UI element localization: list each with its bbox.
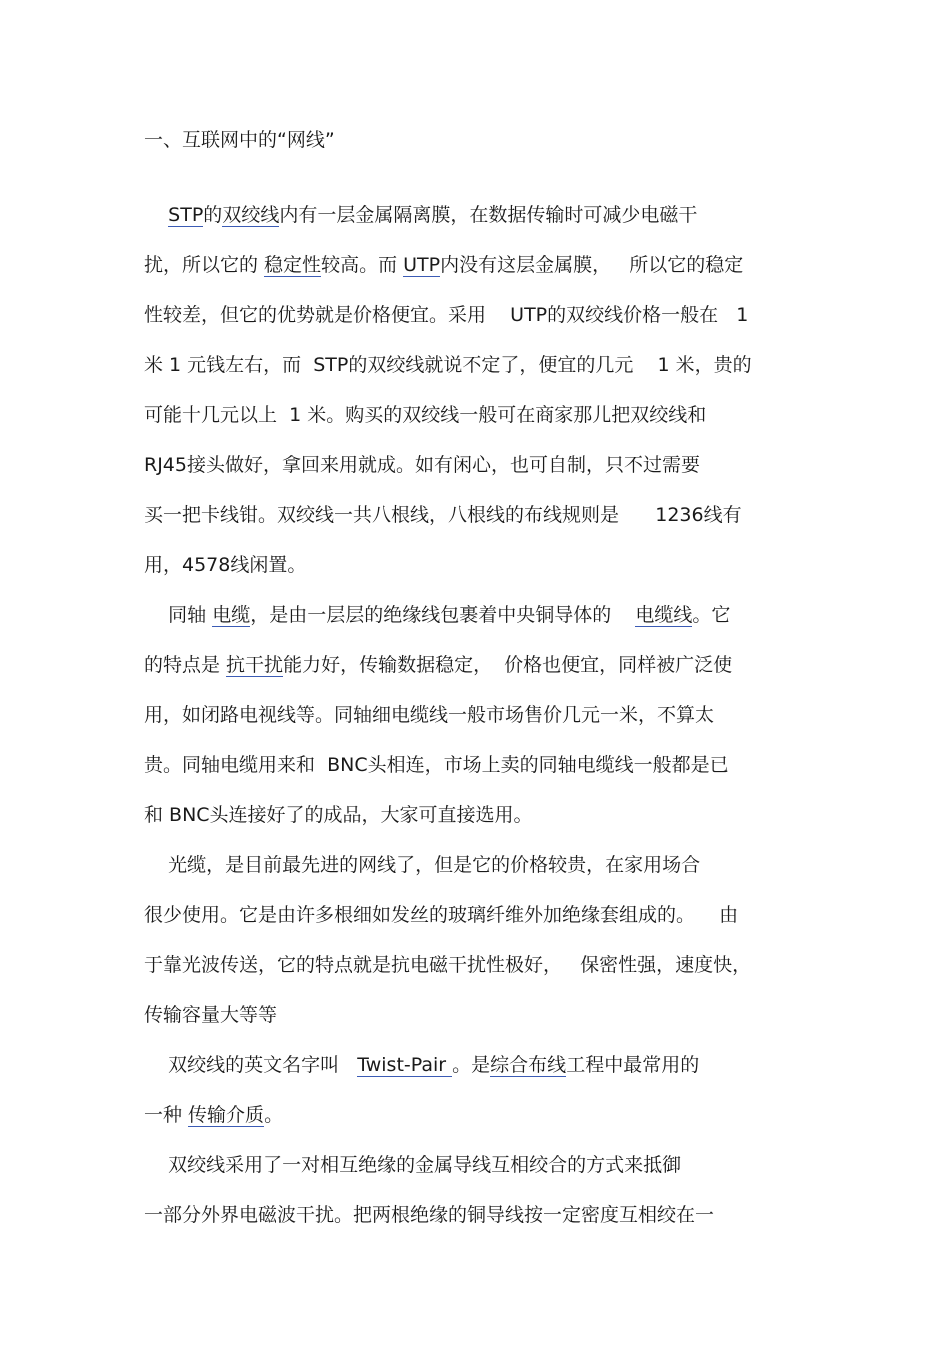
text-run: 的 [203, 204, 223, 226]
text-run: 传输容量大等等 [144, 1004, 278, 1026]
hyperlink[interactable]: 综合布线 [490, 1054, 567, 1076]
text-run: RJ45接头做好，拿回来用就成。如有闲心，也可自制，只不过需要 [144, 454, 700, 476]
text-run: 一部分外界电磁波干扰。把两根绝缘的铜导线按一定密度互相绞在一 [144, 1204, 715, 1226]
text-run: 用，如闭路电视线等。同轴细电缆线一般市场售价几元一米，不算太 [144, 704, 715, 726]
text-line [144, 653, 732, 677]
hyperlink[interactable]: 抗干扰 [226, 654, 284, 676]
hyperlink[interactable]: Twist-Pair [357, 1054, 453, 1076]
hyperlink[interactable]: 传输介质 [188, 1104, 265, 1126]
text-line [144, 253, 743, 277]
text-run: 。是 [452, 1054, 491, 1076]
text-line [144, 1103, 283, 1127]
hyperlink[interactable]: 双绞线 [222, 204, 280, 226]
text-line [144, 1153, 681, 1177]
text-run: 双绞线的英文名字叫 [144, 1054, 358, 1076]
text-run: 内有一层金属隔离膜，在数据传输时可减少电磁干 [279, 204, 698, 226]
section-heading: 一、互联网中的“网线” [144, 129, 335, 151]
text-run: 贵。同轴电缆用来和 BNC头相连，市场上卖的同轴电缆线一般都是已 [144, 754, 729, 776]
text-run: ，是由一层层的绝缘线包裹着中央铜导体的 [250, 604, 636, 626]
text-run: 很少使用。它是由许多根细如发丝的玻璃纤维外加绝缘套组成的。 由 [144, 904, 739, 926]
text-line [144, 403, 706, 427]
text-line [144, 503, 742, 527]
text-run: 买一把卡线钳。双绞线一共八根线，八根线的布线规则是 1236线有 [144, 504, 742, 526]
text-run: 能力好，传输数据稳定， 价格也便宜，同样被广泛使 [283, 654, 733, 676]
text-line [144, 953, 751, 977]
text-run: 的特点是 [144, 654, 227, 676]
text-run: 内没有这层金属膜， 所以它的稳定 [440, 254, 744, 276]
text-run: 。 [264, 1104, 284, 1126]
text-run: 较高。而 [321, 254, 404, 276]
text-run: 。它 [692, 604, 731, 626]
text-line [144, 453, 700, 477]
text-line [144, 1003, 277, 1027]
text-run: 同轴 [144, 604, 213, 626]
text-line [144, 803, 533, 827]
text-line [144, 1203, 714, 1227]
text-run: 和 BNC头连接好了的成品，大家可直接选用。 [144, 804, 533, 826]
text-run: 米 1 元钱左右，而 STP的双绞线就说不定了，便宜的几元 1 米，贵的 [144, 354, 752, 376]
hyperlink[interactable]: 稳定性 [264, 254, 322, 276]
hyperlink[interactable]: 电缆线 [635, 604, 693, 626]
text-line [144, 903, 738, 927]
text-run: 可能十几元以上 1 米。购买的双绞线一般可在商家那儿把双绞线和 [144, 404, 707, 426]
text-run: 用，4578线闲置。 [144, 554, 307, 576]
text-run: 双绞线采用了一对相互绝缘的金属导线互相绞合的方式来抵御 [144, 1154, 682, 1176]
text-run: 光缆，是目前最先进的网线了，但是它的价格较贵，在家用场合 [144, 854, 701, 876]
text-line [144, 853, 700, 877]
text-line [144, 203, 697, 227]
text-line [144, 353, 752, 377]
hyperlink[interactable]: STP [168, 204, 204, 226]
text-line [144, 303, 748, 327]
hyperlink[interactable]: 电缆 [212, 604, 251, 626]
text-run: 扰，所以它的 [144, 254, 265, 276]
text-run: 工程中最常用的 [566, 1054, 700, 1076]
text-line [144, 703, 714, 727]
hyperlink[interactable]: UTP [403, 254, 441, 276]
text-line [144, 1053, 699, 1077]
text-line [144, 553, 306, 577]
text-run [144, 204, 168, 226]
text-run: 一种 [144, 1104, 189, 1126]
text-line [144, 753, 729, 777]
text-run: 于靠光波传送，它的特点就是抗电磁干扰性极好， 保密性强，速度快， [144, 954, 752, 976]
text-run: 性较差，但它的优势就是价格便宜。采用 UTP的双绞线价格一般在 1 [144, 304, 749, 326]
text-line [144, 603, 730, 627]
